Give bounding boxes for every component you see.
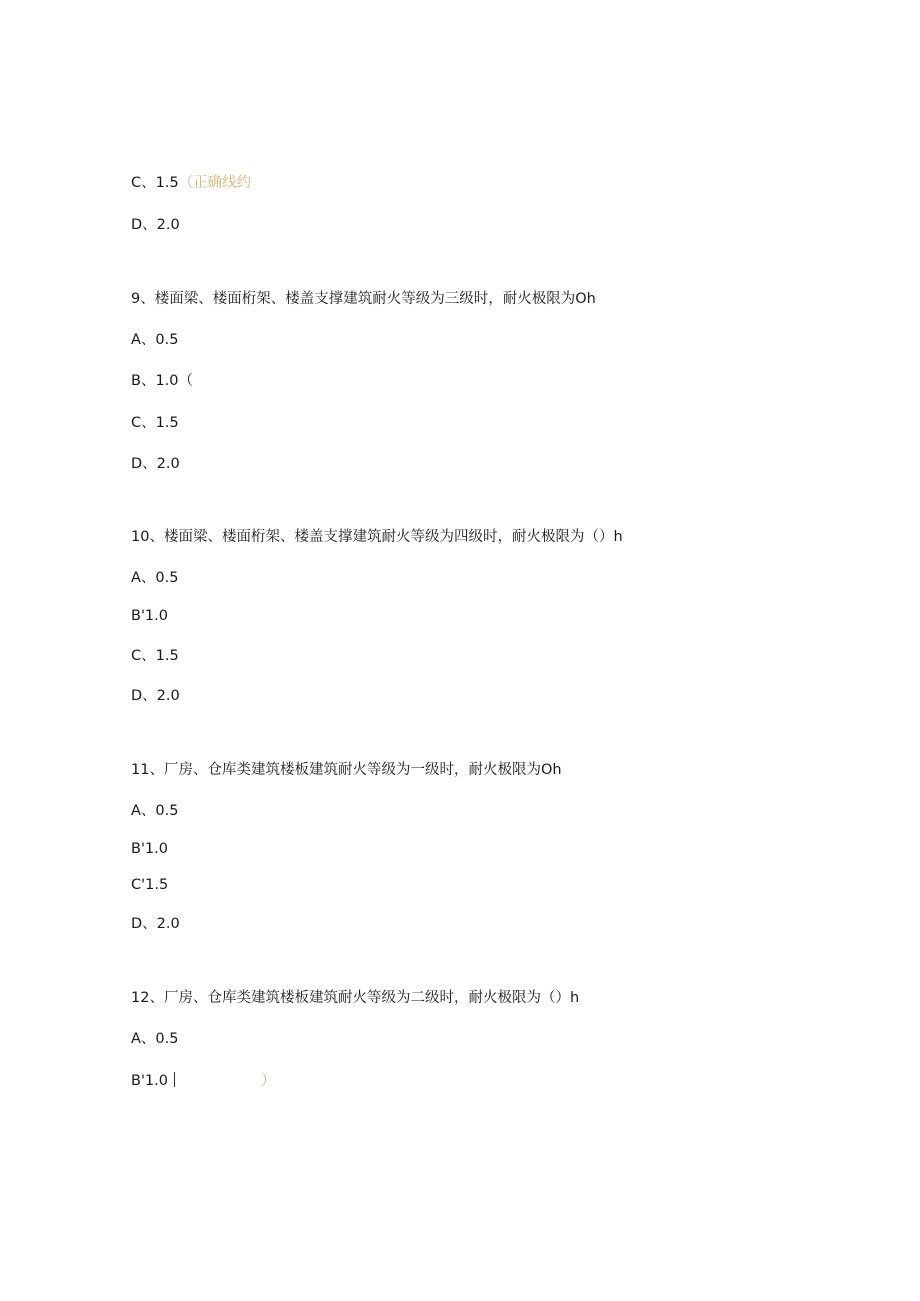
question-9 [131,290,596,308]
option-c-q10 [131,647,179,665]
question-10 [131,528,623,546]
text-cursor [174,1072,175,1087]
option-text: A、0.5 [131,332,179,348]
option-d-q10 [131,687,180,705]
option-text: B'1.0 [131,841,168,857]
option-c-q11 [131,876,168,894]
option-text: A、0.5 [131,1031,179,1047]
option-a-q9 [131,331,178,349]
option-c-q9 [131,414,179,432]
option-text: D、2.0 [131,456,180,472]
question-12 [131,989,579,1007]
option-b-q12 [131,1072,276,1090]
option-text: B、1.0（ [131,373,194,389]
option-text: C、1.5 [131,175,179,191]
option-text: D、2.0 [131,217,180,233]
option-d-q11 [131,915,180,933]
option-b-q11 [131,840,168,858]
option-text: C、1.5 [131,415,179,431]
option-a-q10 [131,569,178,587]
question-text: 11、厂房、仓库类建筑楼板建筑耐火等级为一级时，耐火极限为Oh [131,762,562,778]
question-text: 12、厂房、仓库类建筑楼板建筑耐火等级为二级时，耐火极限为（）h [131,990,580,1006]
answer-hint: （正确线约 [178,175,252,191]
option-a-q11 [131,802,178,820]
question-11 [131,761,562,779]
option-text: A、0.5 [131,803,179,819]
option-text: C'1.5 [131,877,169,893]
option-b-q10 [131,607,168,625]
option-c-q8 [131,174,251,192]
question-text: 9、楼面梁、楼面桁架、楼盖支撑建筑耐火等级为三级时，耐火极限为Oh [131,291,596,307]
option-text: C、1.5 [131,648,179,664]
option-d-q9 [131,455,180,473]
answer-hint-paren: ） [261,1073,276,1089]
option-text: D、2.0 [131,688,180,704]
option-a-q12 [131,1030,178,1048]
option-text: D、2.0 [131,916,180,932]
option-text: B'1.0 [131,1073,168,1089]
option-b-q9 [131,372,193,390]
question-text: 10、楼面梁、楼面桁架、楼盖支撑建筑耐火等级为四级时，耐火极限为（）h [131,529,623,545]
option-d-q8 [131,216,180,234]
option-text: A、0.5 [131,570,179,586]
option-text: B'1.0 [131,608,168,624]
